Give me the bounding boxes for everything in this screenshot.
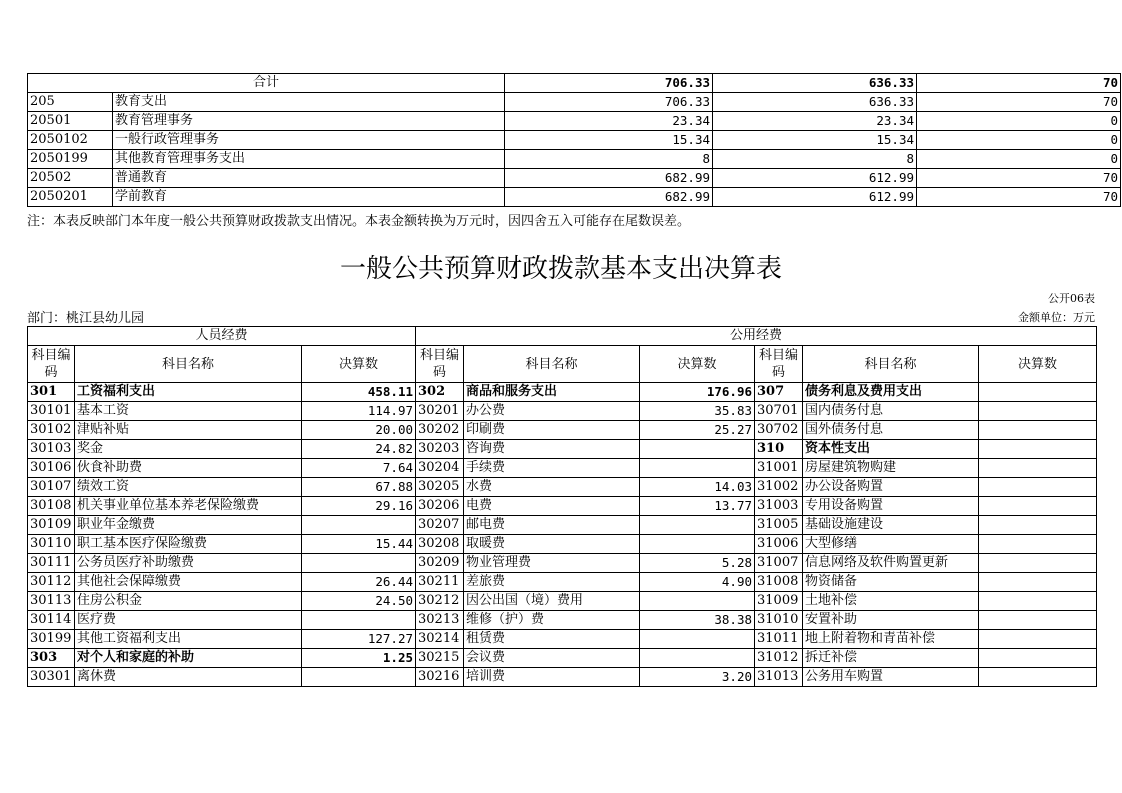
column-header-row bbox=[28, 346, 1097, 383]
item-name: 对个人和家庭的补助 bbox=[75, 649, 302, 668]
item-amount bbox=[640, 459, 755, 478]
item-name: 安置补助 bbox=[803, 611, 979, 630]
total-value: 706.33 bbox=[505, 74, 713, 93]
item-code: 31010 bbox=[755, 611, 803, 630]
item-code: 30207 bbox=[416, 516, 464, 535]
item-name: 资本性支出 bbox=[803, 440, 979, 459]
item-name: 基本工资 bbox=[75, 402, 302, 421]
item-amount bbox=[979, 554, 1097, 573]
item-amount bbox=[640, 592, 755, 611]
item-code: 30301 bbox=[28, 668, 75, 687]
item-amount: 38.38 bbox=[640, 611, 755, 630]
item-code: 31008 bbox=[755, 573, 803, 592]
item-amount bbox=[302, 668, 416, 687]
item-amount: 3.20 bbox=[640, 668, 755, 687]
item-code: 303 bbox=[28, 649, 75, 668]
item-code: 31009 bbox=[755, 592, 803, 611]
item-amount bbox=[979, 535, 1097, 554]
item-code: 30209 bbox=[416, 554, 464, 573]
item-code: 30208 bbox=[416, 535, 464, 554]
item-value: 612.99 bbox=[713, 188, 917, 207]
item-code: 20501 bbox=[28, 112, 113, 131]
item-code: 2050201 bbox=[28, 188, 113, 207]
item-code: 30114 bbox=[28, 611, 75, 630]
item-name: 咨询费 bbox=[464, 440, 640, 459]
item-name: 物业管理费 bbox=[464, 554, 640, 573]
column-header-amount: 决算数 bbox=[640, 346, 755, 383]
item-name: 学前教育 bbox=[113, 188, 505, 207]
item-value: 0 bbox=[917, 112, 1121, 131]
item-name: 信息网络及软件购置更新 bbox=[803, 554, 979, 573]
item-code: 31002 bbox=[755, 478, 803, 497]
item-code: 310 bbox=[755, 440, 803, 459]
group-header-row bbox=[28, 327, 1097, 346]
item-name: 房屋建筑物购建 bbox=[803, 459, 979, 478]
group-header-public: 公用经费 bbox=[416, 327, 1097, 346]
table-row bbox=[28, 188, 1121, 207]
item-value: 8 bbox=[713, 150, 917, 169]
item-value: 636.33 bbox=[713, 93, 917, 112]
item-amount bbox=[979, 592, 1097, 611]
item-amount bbox=[979, 440, 1097, 459]
item-code: 31005 bbox=[755, 516, 803, 535]
item-code: 30110 bbox=[28, 535, 75, 554]
item-code: 30102 bbox=[28, 421, 75, 440]
item-code: 31001 bbox=[755, 459, 803, 478]
item-code: 30107 bbox=[28, 478, 75, 497]
item-code: 30211 bbox=[416, 573, 464, 592]
item-value: 15.34 bbox=[713, 131, 917, 150]
item-name: 其他工资福利支出 bbox=[75, 630, 302, 649]
item-name: 伙食补助费 bbox=[75, 459, 302, 478]
item-amount bbox=[640, 649, 755, 668]
table-row bbox=[28, 630, 1097, 649]
item-amount: 29.16 bbox=[302, 497, 416, 516]
item-amount: 35.83 bbox=[640, 402, 755, 421]
item-name: 基础设施建设 bbox=[803, 516, 979, 535]
table-row bbox=[28, 93, 1121, 112]
item-name: 邮电费 bbox=[464, 516, 640, 535]
table-row bbox=[28, 668, 1097, 687]
item-name: 教育管理事务 bbox=[113, 112, 505, 131]
table-row bbox=[28, 383, 1097, 402]
item-amount bbox=[979, 421, 1097, 440]
table-row bbox=[28, 611, 1097, 630]
item-name: 其他教育管理事务支出 bbox=[113, 150, 505, 169]
table-row bbox=[28, 169, 1121, 188]
item-amount bbox=[302, 611, 416, 630]
item-value: 23.34 bbox=[713, 112, 917, 131]
basic-expenditure-table bbox=[27, 326, 1097, 687]
department-label: 部门：桃江县幼儿园 bbox=[27, 311, 145, 326]
column-header-code: 科目编码 bbox=[28, 346, 75, 383]
item-value: 0 bbox=[917, 131, 1121, 150]
item-name: 奖金 bbox=[75, 440, 302, 459]
total-value: 70 bbox=[917, 74, 1121, 93]
item-amount: 14.03 bbox=[640, 478, 755, 497]
item-code: 30202 bbox=[416, 421, 464, 440]
item-name: 因公出国（境）费用 bbox=[464, 592, 640, 611]
item-value: 612.99 bbox=[713, 169, 917, 188]
item-code: 30108 bbox=[28, 497, 75, 516]
item-amount: 20.00 bbox=[302, 421, 416, 440]
item-amount bbox=[979, 573, 1097, 592]
item-code: 30215 bbox=[416, 649, 464, 668]
group-header-personnel: 人员经费 bbox=[28, 327, 416, 346]
table-note: 注：本表反映部门本年度一般公共预算财政拨款支出情况。本表金额转换为万元时，因四舍五入可能存在尾数误差。 bbox=[27, 214, 691, 229]
item-code: 30106 bbox=[28, 459, 75, 478]
item-amount: 176.96 bbox=[640, 383, 755, 402]
item-name: 水费 bbox=[464, 478, 640, 497]
item-amount bbox=[302, 554, 416, 573]
table-row bbox=[28, 573, 1097, 592]
item-code: 20502 bbox=[28, 169, 113, 188]
item-amount: 7.64 bbox=[302, 459, 416, 478]
item-amount: 1.25 bbox=[302, 649, 416, 668]
item-name: 差旅费 bbox=[464, 573, 640, 592]
item-name: 维修（护）费 bbox=[464, 611, 640, 630]
item-name: 医疗费 bbox=[75, 611, 302, 630]
table-row bbox=[28, 402, 1097, 421]
table-row bbox=[28, 516, 1097, 535]
item-code: 302 bbox=[416, 383, 464, 402]
table-row bbox=[28, 440, 1097, 459]
item-amount: 25.27 bbox=[640, 421, 755, 440]
item-amount bbox=[640, 630, 755, 649]
table-row bbox=[28, 649, 1097, 668]
item-amount: 15.44 bbox=[302, 535, 416, 554]
item-code: 30701 bbox=[755, 402, 803, 421]
item-value: 15.34 bbox=[505, 131, 713, 150]
item-amount bbox=[640, 440, 755, 459]
item-name: 职业年金缴费 bbox=[75, 516, 302, 535]
item-amount bbox=[302, 516, 416, 535]
item-code: 30101 bbox=[28, 402, 75, 421]
item-code: 30201 bbox=[416, 402, 464, 421]
item-amount: 114.97 bbox=[302, 402, 416, 421]
table-row bbox=[28, 497, 1097, 516]
item-value: 682.99 bbox=[505, 169, 713, 188]
item-name: 教育支出 bbox=[113, 93, 505, 112]
item-code: 30109 bbox=[28, 516, 75, 535]
item-code: 205 bbox=[28, 93, 113, 112]
item-code: 30203 bbox=[416, 440, 464, 459]
item-code: 31013 bbox=[755, 668, 803, 687]
item-name: 债务利息及费用支出 bbox=[803, 383, 979, 402]
item-code: 30702 bbox=[755, 421, 803, 440]
item-name: 手续费 bbox=[464, 459, 640, 478]
item-amount bbox=[979, 649, 1097, 668]
form-code: 公开06表 bbox=[1048, 292, 1095, 305]
item-name: 租赁费 bbox=[464, 630, 640, 649]
page-title: 一般公共预算财政拨款基本支出决算表 bbox=[339, 254, 782, 284]
item-value: 0 bbox=[917, 150, 1121, 169]
table-row bbox=[28, 421, 1097, 440]
item-value: 706.33 bbox=[505, 93, 713, 112]
item-name: 公务员医疗补助缴费 bbox=[75, 554, 302, 573]
table-row-total bbox=[28, 74, 1121, 93]
item-amount: 127.27 bbox=[302, 630, 416, 649]
item-name: 专用设备购置 bbox=[803, 497, 979, 516]
item-amount bbox=[979, 630, 1097, 649]
item-amount: 4.90 bbox=[640, 573, 755, 592]
item-name: 土地补偿 bbox=[803, 592, 979, 611]
item-value: 682.99 bbox=[505, 188, 713, 207]
item-amount: 13.77 bbox=[640, 497, 755, 516]
item-code: 31006 bbox=[755, 535, 803, 554]
item-name: 物资储备 bbox=[803, 573, 979, 592]
item-code: 31012 bbox=[755, 649, 803, 668]
item-name: 工资福利支出 bbox=[75, 383, 302, 402]
item-name: 住房公积金 bbox=[75, 592, 302, 611]
column-header-name: 科目名称 bbox=[464, 346, 640, 383]
total-value: 636.33 bbox=[713, 74, 917, 93]
item-name: 津贴补贴 bbox=[75, 421, 302, 440]
item-value: 70 bbox=[917, 93, 1121, 112]
item-value: 70 bbox=[917, 169, 1121, 188]
total-label: 合计 bbox=[28, 74, 505, 93]
expenditure-summary-table bbox=[27, 73, 1121, 207]
item-amount bbox=[979, 497, 1097, 516]
column-header-amount: 决算数 bbox=[302, 346, 416, 383]
item-name: 取暖费 bbox=[464, 535, 640, 554]
table-row bbox=[28, 554, 1097, 573]
item-name: 电费 bbox=[464, 497, 640, 516]
item-code: 2050199 bbox=[28, 150, 113, 169]
item-value: 70 bbox=[917, 188, 1121, 207]
item-amount: 24.50 bbox=[302, 592, 416, 611]
column-header-amount: 决算数 bbox=[979, 346, 1097, 383]
item-name: 国内债务付息 bbox=[803, 402, 979, 421]
item-code: 30205 bbox=[416, 478, 464, 497]
item-amount bbox=[979, 459, 1097, 478]
item-code: 2050102 bbox=[28, 131, 113, 150]
item-code: 30111 bbox=[28, 554, 75, 573]
item-name: 印刷费 bbox=[464, 421, 640, 440]
item-amount bbox=[640, 516, 755, 535]
item-code: 30112 bbox=[28, 573, 75, 592]
item-name: 一般行政管理事务 bbox=[113, 131, 505, 150]
item-code: 30216 bbox=[416, 668, 464, 687]
table-row bbox=[28, 150, 1121, 169]
item-code: 30113 bbox=[28, 592, 75, 611]
item-amount bbox=[640, 535, 755, 554]
item-amount: 26.44 bbox=[302, 573, 416, 592]
item-code: 30199 bbox=[28, 630, 75, 649]
item-name: 办公费 bbox=[464, 402, 640, 421]
item-amount: 67.88 bbox=[302, 478, 416, 497]
item-code: 301 bbox=[28, 383, 75, 402]
table-row bbox=[28, 478, 1097, 497]
column-header-name: 科目名称 bbox=[75, 346, 302, 383]
item-value: 8 bbox=[505, 150, 713, 169]
item-code: 31011 bbox=[755, 630, 803, 649]
item-amount bbox=[979, 383, 1097, 402]
item-amount: 24.82 bbox=[302, 440, 416, 459]
item-amount: 458.11 bbox=[302, 383, 416, 402]
item-code: 30213 bbox=[416, 611, 464, 630]
item-name: 商品和服务支出 bbox=[464, 383, 640, 402]
item-name: 普通教育 bbox=[113, 169, 505, 188]
item-code: 30103 bbox=[28, 440, 75, 459]
item-code: 30204 bbox=[416, 459, 464, 478]
item-name: 会议费 bbox=[464, 649, 640, 668]
column-header-code: 科目编码 bbox=[416, 346, 464, 383]
table-row bbox=[28, 459, 1097, 478]
item-amount bbox=[979, 611, 1097, 630]
item-name: 公务用车购置 bbox=[803, 668, 979, 687]
item-code: 307 bbox=[755, 383, 803, 402]
item-name: 大型修缮 bbox=[803, 535, 979, 554]
item-name: 离休费 bbox=[75, 668, 302, 687]
item-code: 31007 bbox=[755, 554, 803, 573]
item-name: 地上附着物和青苗补偿 bbox=[803, 630, 979, 649]
item-value: 23.34 bbox=[505, 112, 713, 131]
item-amount bbox=[979, 402, 1097, 421]
item-amount bbox=[979, 668, 1097, 687]
item-code: 30214 bbox=[416, 630, 464, 649]
item-name: 培训费 bbox=[464, 668, 640, 687]
item-code: 31003 bbox=[755, 497, 803, 516]
item-code: 30206 bbox=[416, 497, 464, 516]
item-amount bbox=[979, 478, 1097, 497]
table-row bbox=[28, 112, 1121, 131]
column-header-name: 科目名称 bbox=[803, 346, 979, 383]
item-name: 办公设备购置 bbox=[803, 478, 979, 497]
item-name: 其他社会保障缴费 bbox=[75, 573, 302, 592]
item-code: 30212 bbox=[416, 592, 464, 611]
item-name: 拆迁补偿 bbox=[803, 649, 979, 668]
item-amount: 5.28 bbox=[640, 554, 755, 573]
item-name: 国外债务付息 bbox=[803, 421, 979, 440]
unit-label: 金额单位：万元 bbox=[1018, 311, 1095, 324]
item-name: 机关事业单位基本养老保险缴费 bbox=[75, 497, 302, 516]
table-row bbox=[28, 535, 1097, 554]
column-header-code: 科目编码 bbox=[755, 346, 803, 383]
item-name: 职工基本医疗保险缴费 bbox=[75, 535, 302, 554]
table-row bbox=[28, 592, 1097, 611]
item-amount bbox=[979, 516, 1097, 535]
item-name: 绩效工资 bbox=[75, 478, 302, 497]
table-row bbox=[28, 131, 1121, 150]
